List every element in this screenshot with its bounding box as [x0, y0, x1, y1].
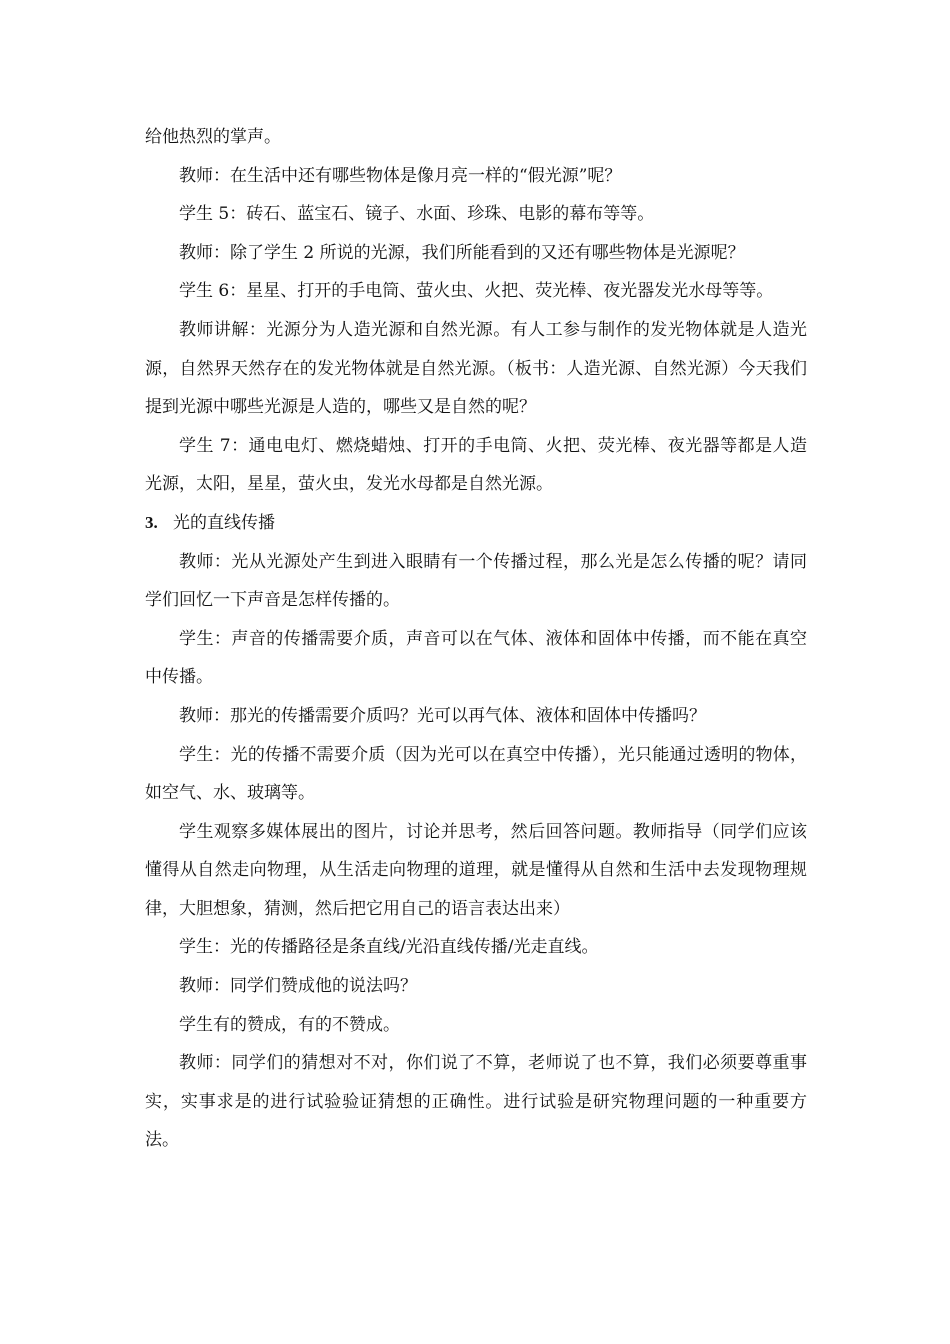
paragraph: 教师讲解：光源分为人造光源和自然光源。有人工参与制作的发光物体就是人造光源，自然界天然存在的发光物体就是自然光源。（板书：人造光源、自然光源）今天我们提到光源中哪些光源是人造的，哪些又是自然的呢？	[145, 319, 807, 418]
section-number: 3.	[145, 512, 158, 532]
paragraph: 教师：那光的传播需要介质吗？光可以再气体、液体和固体中传播吗？	[179, 705, 706, 726]
paragraph: 学生 6：星星、打开的手电筒、萤火虫、火把、荧光棒、夜光器发光水母等等。	[179, 281, 774, 302]
paragraph: 教师：光从光源处产生到进入眼睛有一个传播过程，那么光是怎么传播的呢？请同学们回忆一下声音是怎样传播的。	[145, 551, 807, 611]
paragraph: 教师：同学们赞成他的说法吗？	[179, 976, 417, 997]
paragraph: 教师：除了学生 2 所说的光源，我们所能看到的又还有哪些物体是光源呢？	[179, 242, 745, 263]
paragraph: 学生有的赞成，有的不赞成。	[179, 1014, 400, 1035]
paragraph: 学生：光的传播不需要介质（因为光可以在真空中传播），光只能通过透明的物体，如空气、水、玻璃等。	[145, 744, 807, 804]
paragraph: 给他热烈的掌声。	[145, 127, 281, 147]
paragraph: 学生：光的传播路径是条直线/光沿直线传播/光走直线。	[179, 937, 599, 958]
paragraph: 教师：在生活中还有哪些物体是像月亮一样的“假光源”呢？	[179, 165, 622, 186]
paragraph: 教师：同学们的猜想对不对，你们说了不算，老师说了也不算，我们必须要尊重事实，实事求是的进行试验验证猜想的正确性。进行试验是研究物理问题的一种重要方法。	[145, 1053, 807, 1151]
document-body	[145, 118, 807, 1160]
paragraph: 学生 5：砖石、蓝宝石、镜子、水面、珍珠、电影的幕布等等。	[179, 204, 655, 225]
paragraph: 学生观察多媒体展出的图片，讨论并思考，然后回答问题。教师指导（同学们应该懂得从自然走向物理，从生活走向物理的道理，就是懂得从自然和生活中去发现物理规律，大胆想象，猜测，然后把它用自己的语言表达出来）	[145, 821, 807, 919]
section-heading	[145, 504, 807, 543]
paragraph: 学生 7：通电电灯、燃烧蜡烛、打开的手电筒、火把、荧光棒、夜光器等都是人造光源，太阳，星星，萤火虫，发光水母都是自然光源。	[145, 435, 807, 495]
section-title: 光的直线传播	[173, 512, 275, 533]
paragraph: 学生：声音的传播需要介质，声音可以在气体、液体和固体中传播，而不能在真空中传播。	[145, 628, 807, 688]
